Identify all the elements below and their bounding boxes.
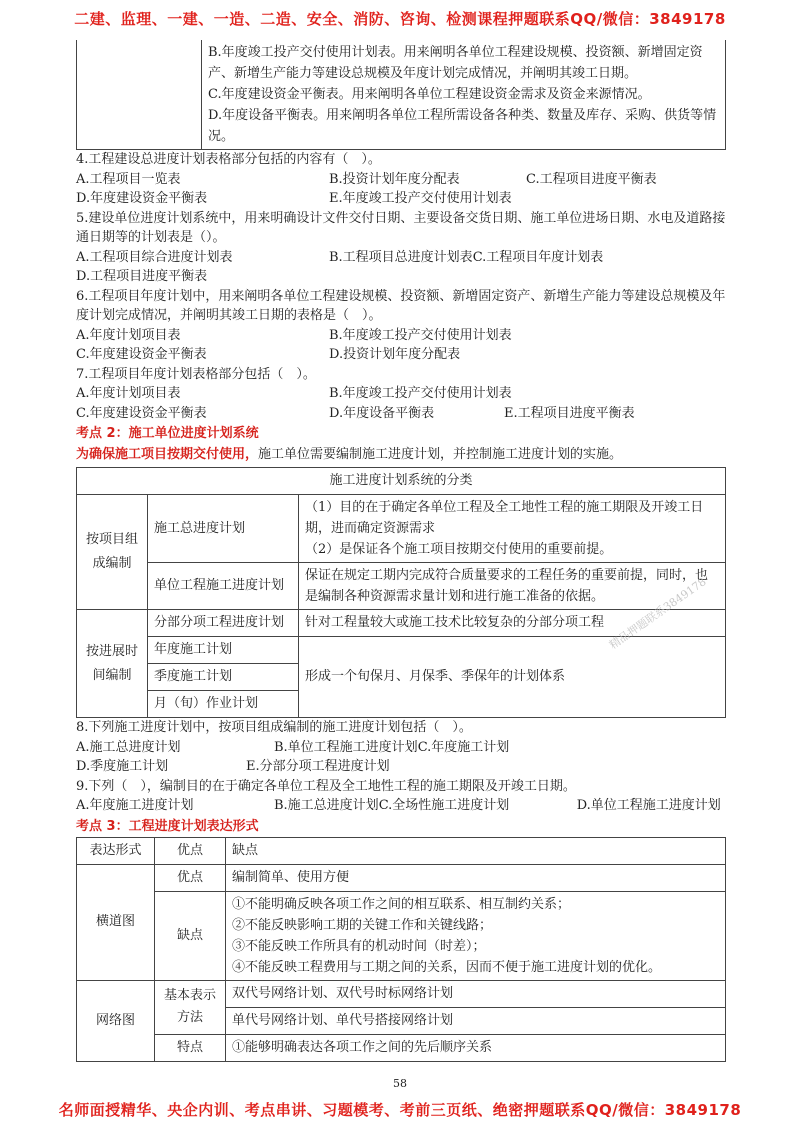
options bbox=[76, 796, 726, 816]
option: C.年度建设资金平衡表 bbox=[76, 347, 207, 362]
option: A.工程项目一览表 bbox=[76, 171, 181, 187]
intro-text: 施工单位需要编制施工进度计划，并控制施工进度计划的实施。 bbox=[258, 447, 623, 462]
form-aspect: 特点 bbox=[155, 1034, 226, 1061]
top-table-line: B.年度竣工投产交付使用计划表。用来阐明各单位工程建设规模、投资额、新增固定资产、新增生产能力等建设总规模及年度计划完成情况，并阐明其竣工日期。 bbox=[208, 45, 703, 81]
bottom-banner: 名师面授精华、央企内训、考点串讲、习题模考、考前三页纸、绝密押题联系QQ/微信：3849178 bbox=[58, 1101, 742, 1119]
options bbox=[76, 248, 726, 287]
top-table-line: D.年度设备平衡表。用来阐明各单位工程所需设备各种类、数量及库存、采购、供货等情况。 bbox=[208, 108, 717, 144]
option: D.年度设备平衡表 bbox=[329, 405, 435, 421]
question-stem: 4.工程建设总进度计划表格部分包括的内容有（ ）。 bbox=[76, 152, 381, 167]
options bbox=[76, 384, 726, 423]
option: D.投资计划年度分配表 bbox=[329, 347, 461, 362]
plan-desc: 保证在规定工期内完成符合质量要求的工程任务的重要前提，同时，也是编制各种资源需求量计划和进行施工准备的依据。 bbox=[299, 563, 726, 610]
option: A.年度施工进度计划 bbox=[76, 798, 194, 813]
plan-name: 单位工程施工进度计划 bbox=[148, 563, 299, 610]
form-desc: ①能够明确表达各项工作之间的先后顺序关系 bbox=[226, 1034, 726, 1061]
form-desc: ③不能反映工作所具有的机动时间（时差）； bbox=[232, 938, 486, 954]
form-desc: ①不能明确反映各项工作之间的相互联系、相互制约关系； bbox=[232, 896, 571, 912]
section-title: 考点 2：施工单位进度计划系统 bbox=[76, 426, 259, 441]
option: C.年度建设资金平衡表 bbox=[76, 405, 207, 421]
group-label: 按进展时间编制 bbox=[77, 610, 148, 718]
top-table-line: C.年度建设资金平衡表。用来阐明各单位工程建设资金需求及资金来源情况。 bbox=[208, 87, 651, 102]
form-table bbox=[76, 837, 726, 1062]
plan-desc: （2）是保证各个施工项目按期交付使用的重要前提。 bbox=[305, 542, 613, 557]
plan-system-table bbox=[76, 467, 726, 718]
form-desc: ④不能反映工程费用与工期之间的关系，因而不便于施工进度计划的优化。 bbox=[232, 959, 662, 975]
form-name: 横道图 bbox=[77, 864, 155, 980]
watermark: 精品押题联系3849178 bbox=[606, 575, 709, 652]
form-desc: 单代号网络计划、单代号搭接网络计划 bbox=[226, 1007, 726, 1034]
option: B.年度竣工投产交付使用计划表 bbox=[329, 386, 512, 401]
form-aspect: 缺点 bbox=[155, 891, 226, 980]
option: C.工程项目年度计划表 bbox=[472, 249, 604, 265]
question-stem: 8.下列施工进度计划中，按项目组成编制的施工进度计划包括（ ）。 bbox=[76, 720, 472, 735]
option: D.年度建设资金平衡表 bbox=[76, 191, 208, 206]
option: B.投资计划年度分配表 bbox=[329, 171, 460, 187]
option: E.工程项目进度平衡表 bbox=[504, 405, 635, 421]
option: A.施工总进度计划 bbox=[76, 739, 181, 755]
form-desc: ②不能反映影响工期的关键工作和关键线路； bbox=[232, 917, 493, 933]
options bbox=[76, 738, 726, 777]
question-stem: 5.建设单位进度计划系统中，用来明确设计文件交付日期、主要设备交货日期、施工单位进场日期、水电及道路接通日期等的计划表是（）。 bbox=[76, 210, 726, 245]
option: D.工程项目进度平衡表 bbox=[76, 269, 208, 284]
section-intro bbox=[76, 444, 726, 465]
option: A.年度计划项目表 bbox=[76, 386, 181, 401]
options bbox=[76, 170, 726, 209]
option: A.年度计划项目表 bbox=[76, 327, 181, 343]
page-content bbox=[76, 40, 726, 1062]
option: C.全场性施工进度计划 bbox=[378, 798, 510, 813]
col-header: 表达形式 bbox=[77, 837, 155, 864]
question-stem: 6.工程项目年度计划中，用来阐明各单位工程建设规模、投资额、新增固定资产、新增生产能力等建设总规模及年度计划完成情况，并阐明其竣工日期的表格是（ ）。 bbox=[76, 288, 726, 323]
form-name: 网络图 bbox=[77, 980, 155, 1061]
plan-name: 施工总进度计划 bbox=[148, 495, 299, 563]
col-header: 缺点 bbox=[226, 837, 726, 864]
group-label: 按项目组成编制 bbox=[77, 495, 148, 610]
option: C.年度施工计划 bbox=[417, 739, 510, 755]
option: B.单位工程施工进度计划 bbox=[274, 739, 418, 755]
option: B.年度竣工投产交付使用计划表 bbox=[329, 327, 512, 343]
top-banner: 二建、监理、一建、一造、二造、安全、消防、咨询、检测课程押题联系QQ/微信：3849178 bbox=[74, 10, 726, 28]
form-aspect: 优点 bbox=[155, 864, 226, 891]
form-desc: 编制简单、使用方便 bbox=[226, 864, 726, 891]
form-aspect: 基本表示方法 bbox=[155, 980, 226, 1034]
option: C.工程项目进度平衡表 bbox=[526, 171, 657, 187]
plan-name: 季度施工计划 bbox=[148, 664, 299, 691]
plan-name: 月（旬）作业计划 bbox=[148, 691, 299, 718]
option: A.工程项目综合进度计划表 bbox=[76, 249, 233, 265]
plan-desc: （1）目的在于确定各单位工程及全工地性工程的施工期限及开竣工日期，进而确定资源需求 bbox=[305, 500, 704, 536]
options bbox=[76, 326, 726, 365]
plan-name: 分部分项工程进度计划 bbox=[148, 610, 299, 637]
intro-emphasis: 为确保施工项目按期交付使用， bbox=[76, 447, 259, 462]
section-title: 考点 3：工程进度计划表达形式 bbox=[76, 818, 259, 834]
option: B.工程项目总进度计划表 bbox=[329, 249, 473, 265]
plan-desc: 形成一个旬保月、月保季、季保年的计划体系 bbox=[299, 637, 726, 718]
option: D.单位工程施工进度计划 bbox=[576, 798, 721, 813]
question-stem: 9.下列（ ），编制目的在于确定各单位工程及全工地性工程的施工期限及开竣工日期。 bbox=[76, 778, 576, 794]
plan-name: 年度施工计划 bbox=[148, 637, 299, 664]
page-number: 58 bbox=[393, 1077, 407, 1090]
col-header: 优点 bbox=[155, 837, 226, 864]
option: B.施工总进度计划 bbox=[274, 798, 379, 813]
top-table bbox=[76, 40, 726, 150]
option: E.分部分项工程进度计划 bbox=[246, 759, 390, 774]
option: E.年度竣工投产交付使用计划表 bbox=[329, 191, 512, 206]
question-stem: 7.工程项目年度计划表格部分包括（ ）。 bbox=[76, 366, 316, 382]
plan-desc: 针对工程量较大或施工技术比较复杂的分部分项工程 bbox=[299, 610, 726, 637]
table-header: 施工进度计划系统的分类 bbox=[77, 468, 726, 495]
option: D.季度施工计划 bbox=[76, 759, 169, 774]
form-desc: 双代号网络计划、双代号时标网络计划 bbox=[226, 980, 726, 1007]
